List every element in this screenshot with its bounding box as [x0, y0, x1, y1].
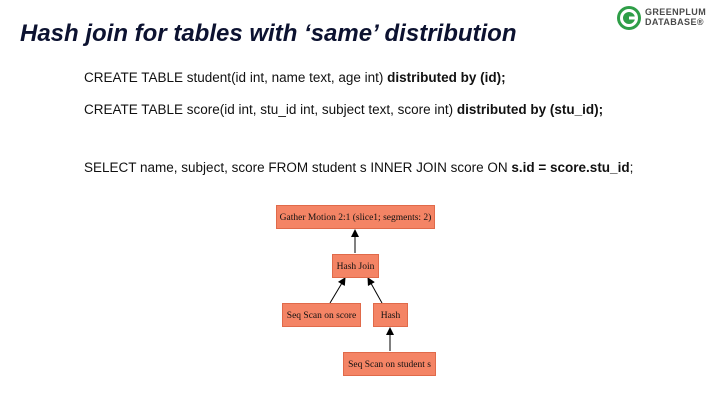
node-hash-join: Hash Join [332, 254, 379, 278]
sql-create-student-distribution: distributed by (id); [387, 70, 506, 85]
logo-line1: GREENPLUM [645, 7, 707, 17]
logo-line2: DATABASE® [645, 17, 704, 27]
sql-create-score-distribution: distributed by (stu_id); [456, 102, 604, 117]
edge-seqscore-to-hashjoin [330, 278, 345, 303]
node-hash: Hash [373, 303, 408, 327]
edge-hash-to-hashjoin [368, 278, 382, 303]
sql-select-text: SELECT name, subject, score FROM student s INNER JOIN score ON [84, 160, 512, 175]
node-seq-scan-score: Seq Scan on score [282, 303, 361, 327]
node-seq-scan-student: Seq Scan on student s [343, 352, 436, 376]
sql-join-condition: s.id = score.stu_id [511, 160, 630, 175]
sql-create-score-text: CREATE TABLE score(id int, stu_id int, subject text, score int) [84, 102, 457, 117]
node-gather-motion: Gather Motion 2:1 (slice1; segments: 2) [276, 205, 435, 229]
slide-title: Hash join for tables with ‘same’ distribution [20, 20, 517, 47]
sql-create-student-text: CREATE TABLE student(id int, name text, age int) [84, 70, 388, 85]
sql-select-terminator: ; [629, 160, 634, 175]
